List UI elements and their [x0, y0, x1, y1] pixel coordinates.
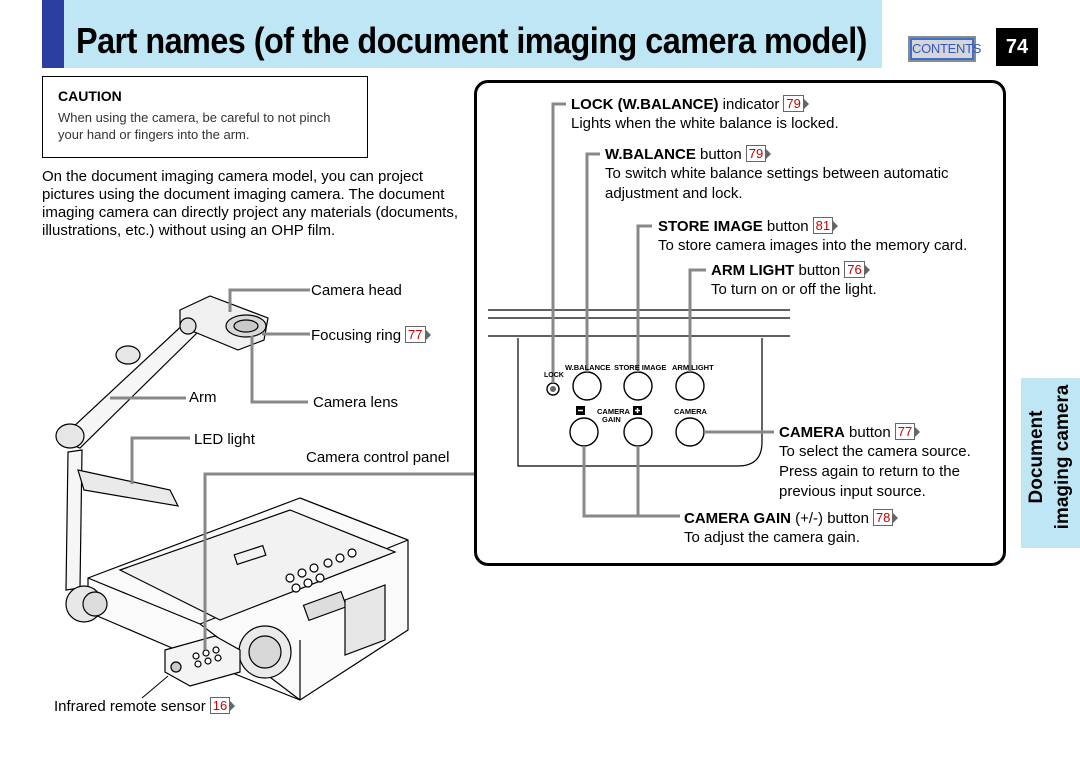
- lock-indicator-desc: Lights when the white balance is locked.: [571, 115, 839, 132]
- label-arm: Arm: [189, 389, 217, 406]
- camera-button-desc: To select the camera source. Press again to return to the previous input source.: [779, 443, 971, 500]
- camera-button-label: CAMERA button 77: [779, 423, 915, 441]
- arm-light-button-label: ARM LIGHT button 76: [711, 261, 865, 279]
- intro-text: On the document imaging camera model, you can project pictures using the document imaging camera. The document imaging camera can directly project any materials (documents, illustrations, etc.) without using an OHP film.: [42, 168, 459, 239]
- ref-camera[interactable]: 77: [895, 423, 915, 440]
- caution-text: When using the camera, be careful to not pinch your hand or fingers into the arm.: [58, 110, 331, 142]
- label-focusing-ring: Focusing ring 77: [311, 326, 426, 344]
- caution-title: CAUTION: [58, 88, 122, 104]
- ref-infrared-sensor[interactable]: 16: [210, 697, 230, 714]
- store-image-button-label: STORE IMAGE button 81: [658, 217, 833, 235]
- ref-focusing-ring[interactable]: 77: [405, 326, 425, 343]
- ctrl-label-store: STORE IMAGE: [614, 363, 667, 372]
- ref-armlight[interactable]: 76: [844, 261, 864, 278]
- ref-wbalance[interactable]: 79: [746, 145, 766, 162]
- ctrl-label-wbalance: W.BALANCE: [565, 363, 611, 372]
- label-camera-lens: Camera lens: [313, 394, 399, 411]
- label-led-light: LED light: [194, 431, 255, 448]
- ctrl-label-camera-gain: CAMERA: [597, 407, 630, 416]
- store-image-button-desc: To store camera images into the memory card.: [658, 237, 968, 254]
- camera-gain-button-label: CAMERA GAIN (+/-) button 78: [684, 509, 893, 527]
- camera-gain-button-desc: To adjust the camera gain.: [684, 529, 860, 546]
- ref-lock[interactable]: 79: [783, 95, 803, 112]
- lock-indicator-label: LOCK (W.BALANCE) indicator 79: [571, 95, 804, 113]
- wbalance-button-desc: To switch white balance settings between automatic adjustment and lock.: [605, 165, 949, 202]
- ctrl-label-armlight: ARM LIGHT: [672, 363, 714, 372]
- ref-store[interactable]: 81: [813, 217, 833, 234]
- page-title: Part names (of the document imaging camera model): [76, 20, 867, 61]
- ref-gain[interactable]: 78: [873, 509, 893, 526]
- side-tab-text: [1024, 372, 1076, 542]
- side-tab-line1: Document: [1026, 410, 1047, 504]
- page-number: 74: [996, 28, 1038, 66]
- ctrl-label-camera: CAMERA: [674, 407, 707, 416]
- label-camera-control-panel: Camera control panel: [306, 449, 450, 466]
- wbalance-button-label: W.BALANCE button 79: [605, 145, 766, 163]
- arm-light-button-desc: To turn on or off the light.: [711, 281, 877, 298]
- ctrl-label-lock: LOCK: [544, 372, 564, 379]
- side-tab-line2: imaging camera: [1052, 384, 1073, 530]
- label-infrared-sensor: Infrared remote sensor 16: [54, 697, 230, 715]
- label-camera-head: Camera head: [311, 282, 402, 299]
- ctrl-label-gain: GAIN: [602, 415, 621, 424]
- contents-button-label: CONTENTS: [912, 41, 982, 56]
